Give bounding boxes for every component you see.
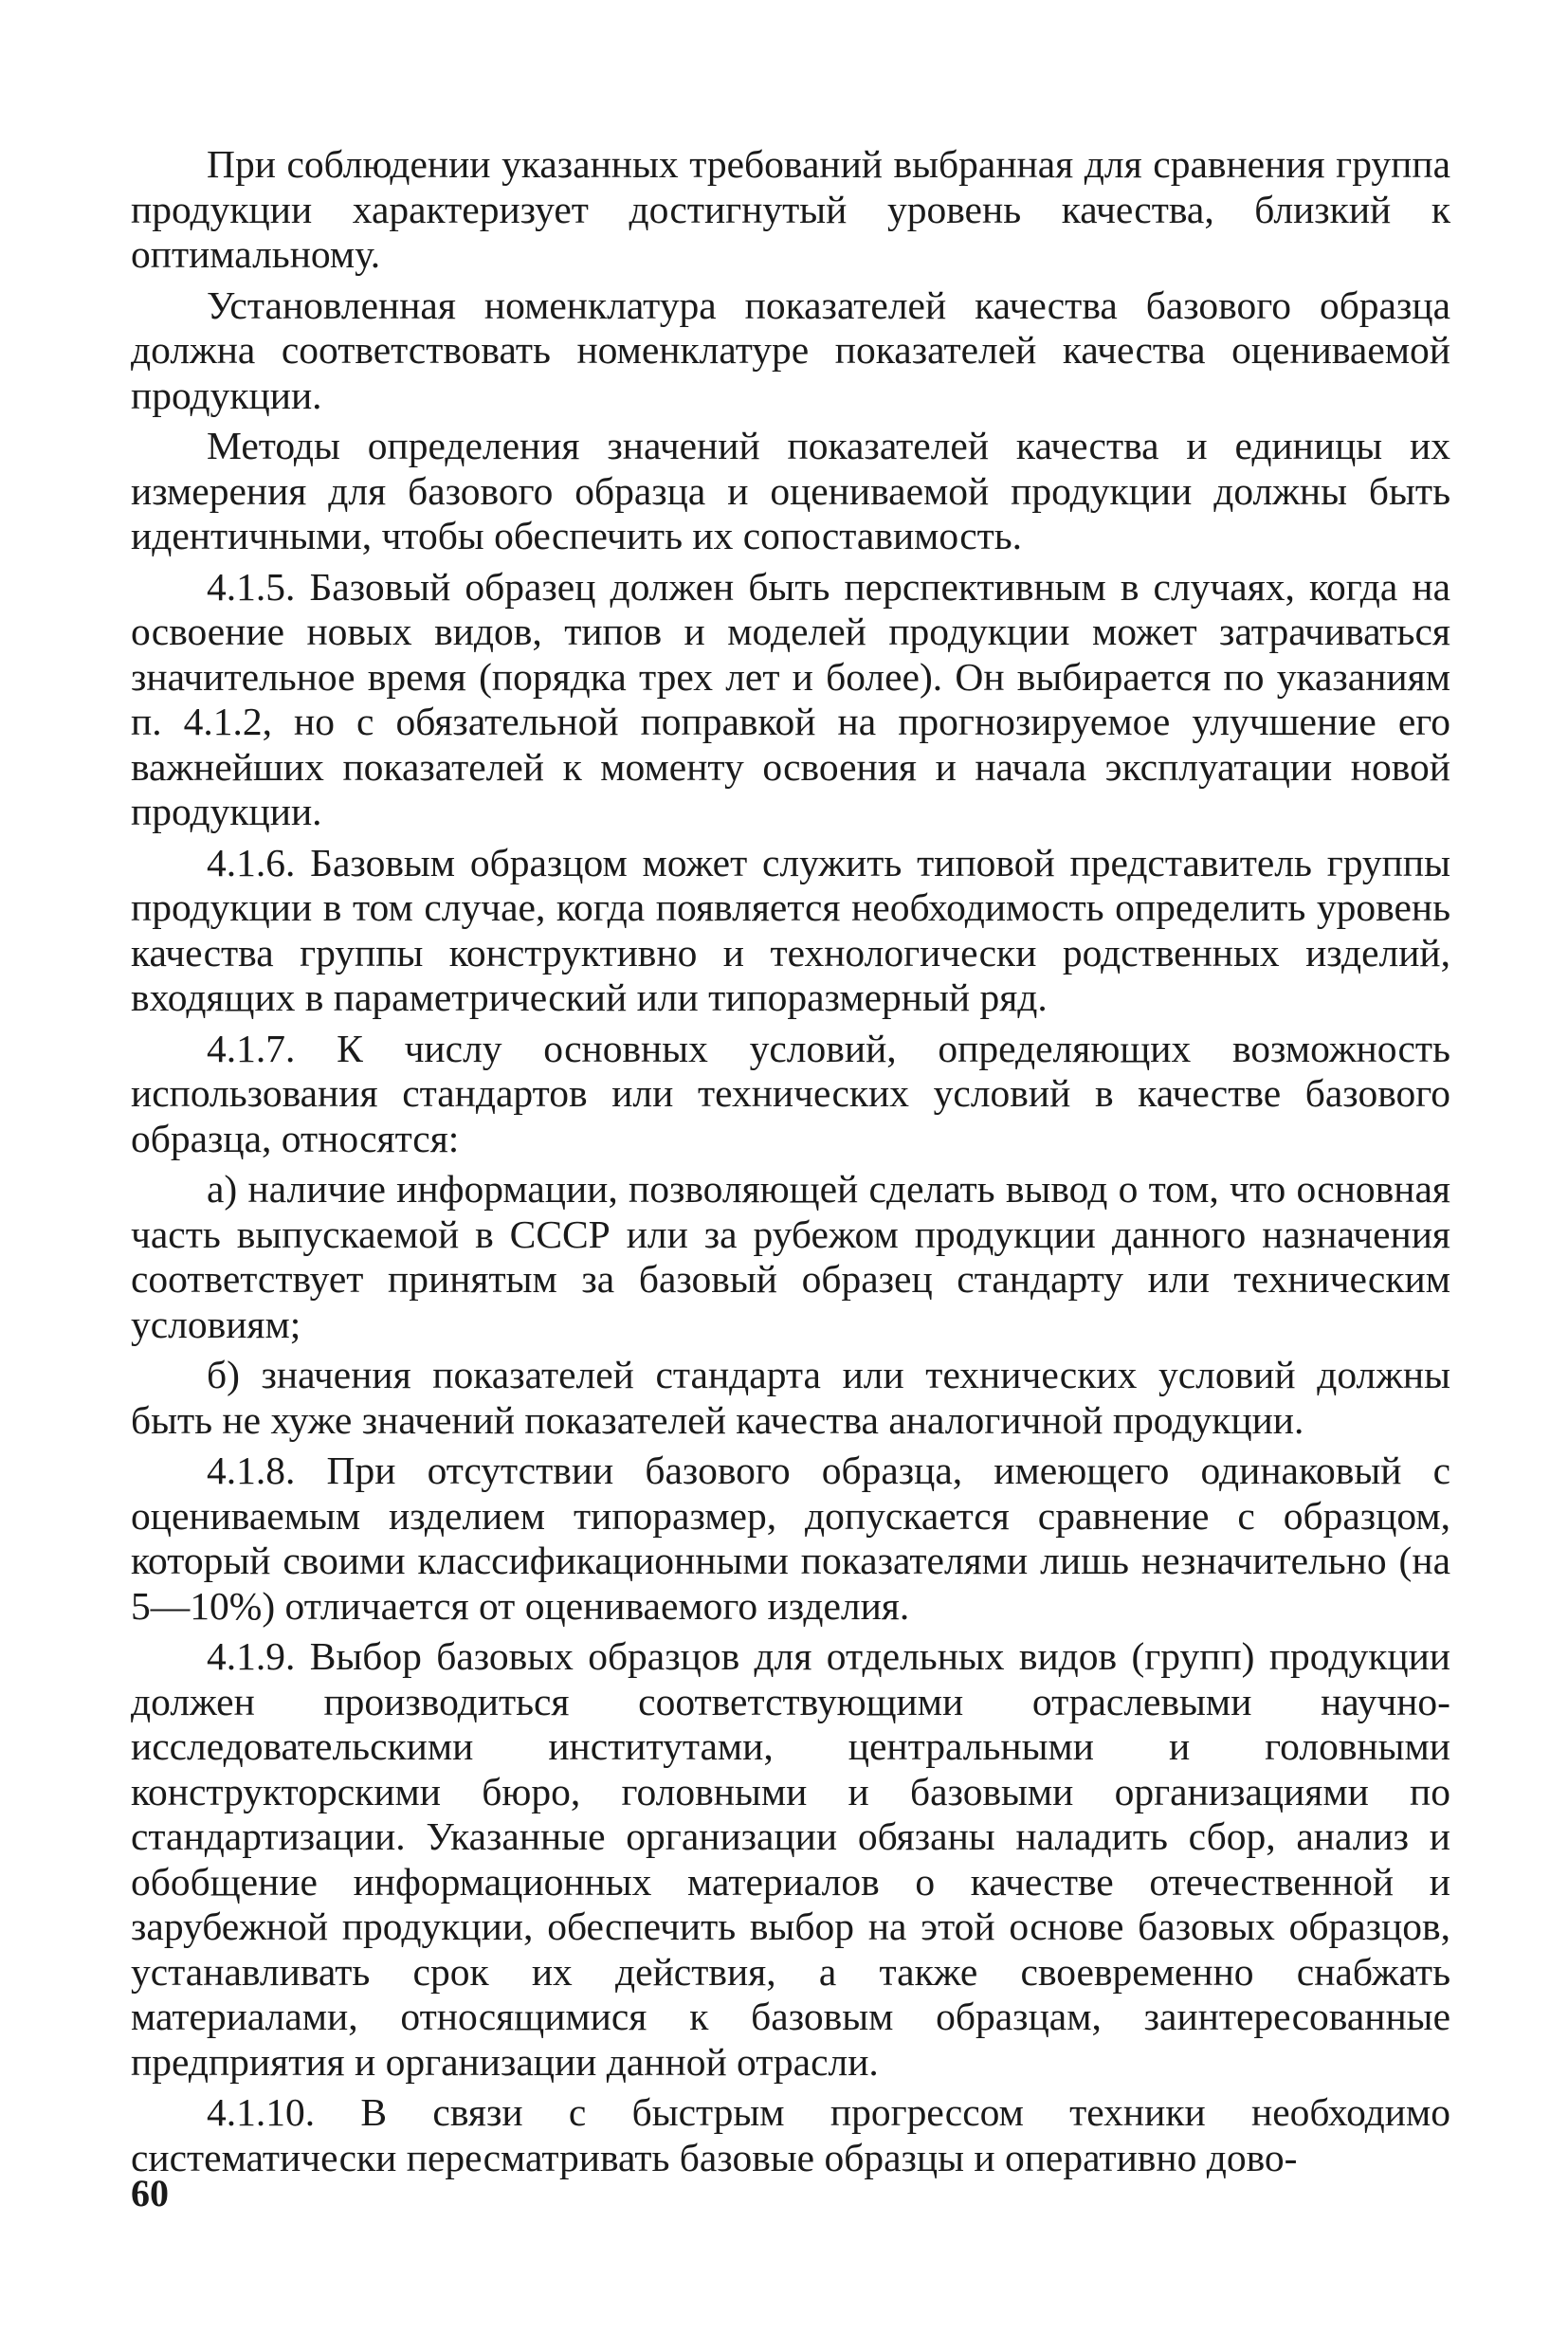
paragraph-4-1-10: 4.1.10. В связи с быстрым прогрессом техники необходимо систематически пересматривать базовые образцы и оперативно дово- bbox=[131, 2090, 1450, 2179]
paragraph-4-1-8: 4.1.8. При отсутствии базового образца, имеющего одинаковый с оцениваемым изделием типоразмер, допускается сравнение с образцом, который своими классификационными показателями лишь незначительно (на 5—10%) отличается от оцениваемого изделия. bbox=[131, 1449, 1450, 1628]
paragraph-4-1-6: 4.1.6. Базовым образцом может служить типовой представитель группы продукции в том случае, когда появляется необходимость определить уровень качества группы конструктивно и технологически родственных изделий, входящих в параметрический или типоразмерный ряд. bbox=[131, 840, 1450, 1019]
paragraph-4-1-9: 4.1.9. Выбор базовых образцов для отдельных видов (групп) продукции должен производиться соответствующими отраслевыми научно-исследовательскими институтами, центральными и головными конструкторскими бюро, головными и базовыми организациями по стандартизации. Указанные организации обязаны наладить сбор, анализ и обобщение информационных материалов о качестве отечественной и зарубежной продукции, обеспечить выбор на этой основе базовых образцов, устанавливать срок их действия, а также своевременно снабжать материалами, относящимися к базовым образцам, заинтересованные предприятия и организации данной отрасли. bbox=[131, 1634, 1450, 2084]
paragraph-4-1-5: 4.1.5. Базовый образец должен быть перспективным в случаях, когда на освоение новых видов, типов и моделей продукции может затрачиваться значительное время (порядка трех лет и более). Он выбирается по указаниям п. 4.1.2, но с обязательной поправкой на прогнозируемое улучшение его важнейших показателей к моменту освоения и начала эксплуатации новой продукции. bbox=[131, 564, 1450, 833]
paragraph-item-b: б) значения показателей стандарта или технических условий должны быть не хуже значений показателей качества аналогичной продукции. bbox=[131, 1353, 1450, 1442]
paragraph-4-1-7: 4.1.7. К числу основных условий, определяющих возможность использования стандартов или технических условий в качестве базового образца, относятся: bbox=[131, 1026, 1450, 1160]
paragraph-nomenclature: Установленная номенклатура показателей качества базового образца должна соответствовать номенклатуре показателей качества оцениваемой продукции. bbox=[131, 282, 1450, 417]
page-body bbox=[131, 142, 1450, 2180]
paragraph-methods: Методы определения значений показателей качества и единицы их измерения для базового образца и оцениваемой продукции должны быть идентичными, чтобы обеспечить их сопоставимость. bbox=[131, 424, 1450, 557]
paragraph-intro-requirements: При соблюдении указанных требований выбранная для сравнения группа продукции характеризует достигнутый уровень качества, близкий к оптимальному. bbox=[131, 142, 1450, 276]
page-number: 60 bbox=[131, 2172, 169, 2214]
paragraph-item-a: а) наличие информации, позволяющей сделать вывод о том, что основная часть выпускаемой в СССР или за рубежом продукции данного назначения соответствует принятым за базовый образец стандарту или техническим условиям; bbox=[131, 1167, 1450, 1346]
